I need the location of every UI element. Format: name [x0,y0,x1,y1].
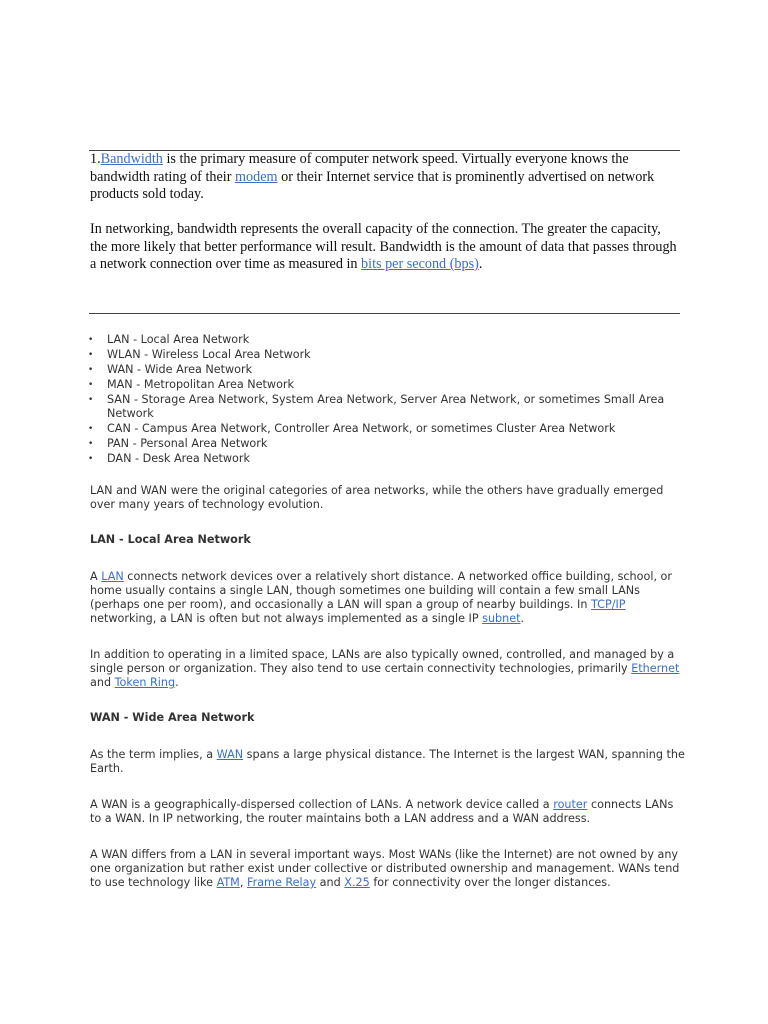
link-lan[interactable]: LAN [101,570,124,583]
link-ethernet[interactable]: Ethernet [631,662,680,675]
text-run: is the primary measure of computer network speed. Virtually everyone knows the bandwidth rating of their [90,151,629,185]
bullet-icon: • [88,335,94,345]
bullet-icon: • [88,350,94,360]
list-item-label: DAN - Desk Area Network [107,452,250,465]
lan-paragraph-2 [90,648,685,690]
text-run: A [90,570,102,583]
link-frame-relay[interactable]: Frame Relay [246,876,317,889]
list-item [90,363,670,377]
wan-heading: WAN - Wide Area Network [90,711,255,724]
text-run: In addition to operating in a limited space, LANs are also typically owned, controlled, and managed by a single person or organization. They also tend to use certain connectivity technologies, primarily [90,648,675,675]
link-modem[interactable]: modem [235,168,278,185]
text-run: . [175,676,179,689]
text-run: connects LANs to a WAN. In IP networking, the router maintains both a LAN address and a WAN address. [90,798,674,825]
text-run: networking, a LAN is often but not always implemented as a single IP [90,612,483,625]
text-run: spans a large physical distance. The Internet is the largest WAN, spanning the Earth. [90,748,685,775]
link-router[interactable]: router [553,798,588,811]
bandwidth-paragraph-1 [90,151,680,204]
bullet-icon: • [88,454,94,464]
text-run: LAN and WAN were the original categories of area networks, while the others have gradually emerged over many years of technology evolution. [90,484,664,511]
bandwidth-paragraph-2 [90,221,680,274]
text-run: or their Internet service that is prominently advertised on network products sold today. [90,168,655,202]
bullet-icon: • [88,365,94,375]
bullet-icon: • [88,380,94,390]
list-item [90,422,670,436]
text-run: and [90,676,115,689]
lan-paragraph-1 [90,570,685,626]
lan-heading: LAN - Local Area Network [90,533,251,546]
link-subnet[interactable]: subnet [482,612,521,625]
bullet-icon: • [88,439,94,449]
list-item [90,348,670,362]
text-run: A WAN is a geographically-dispersed collection of LANs. A network device called a [90,798,554,811]
wan-paragraph-1 [90,748,685,776]
link-x-25[interactable]: X.25 [344,876,370,889]
list-item-label: PAN - Personal Area Network [107,437,268,450]
bullet-icon: • [88,424,94,434]
text-run: connects network devices over a relatively short distance. A networked office building, school, or home usually contains a single LAN, though sometimes one building will contain a few small LANs (perhaps one per room), and occasionally a LAN will span a group of nearby buildings. In [90,570,672,611]
wan-paragraph-2 [90,798,685,826]
link-token-ring[interactable]: Token Ring [114,676,176,689]
list-item [90,452,670,466]
intro-paragraph [90,484,685,512]
list-item [90,333,670,347]
list-item-label: SAN - Storage Area Network, System Area Network, Server Area Network, or sometimes Small Area Network [107,393,665,420]
text-run: As the term implies, a [90,748,217,761]
text-run: for connectivity over the longer distances. [369,876,611,889]
text-run: 1. [90,151,101,167]
list-item-label: WLAN - Wireless Local Area Network [107,348,311,361]
text-run: In networking, bandwidth represents the overall capacity of the connection. The greater the capacity, the more likely that better performance will result. Bandwidth is the amount of data that passes through a network connection over time as measured in [90,221,677,272]
text-run: . [520,612,525,625]
network-types-list [90,333,670,467]
bullet-icon: • [88,395,94,405]
link-bandwidth[interactable]: Bandwidth [100,151,163,167]
list-item-label: MAN - Metropolitan Area Network [107,378,295,391]
link-bits-per-second-bps[interactable]: bits per second (bps) [361,256,479,272]
wan-paragraph-3 [90,848,685,890]
text-run: . [478,256,483,272]
list-item-label: WAN - Wide Area Network [107,363,253,376]
list-item [90,437,670,451]
list-item-label: LAN - Local Area Network [107,333,250,346]
text-run: , [239,876,247,889]
text-run: A WAN differs from a LAN in several important ways. Most WANs (like the Internet) are not owned by any one organization but rather exist under collective or distributed ownership and management. WANs tend to use technology like [90,848,680,889]
text-run: and [316,876,345,889]
link-atm[interactable]: ATM [216,876,240,889]
list-item [90,393,670,421]
list-item-label: CAN - Campus Area Network, Controller Area Network, or sometimes Cluster Area Network [107,422,616,435]
link-tcp-ip[interactable]: TCP/IP [591,598,626,611]
middle-divider [89,313,680,314]
link-wan[interactable]: WAN [216,748,244,761]
list-item [90,378,670,392]
